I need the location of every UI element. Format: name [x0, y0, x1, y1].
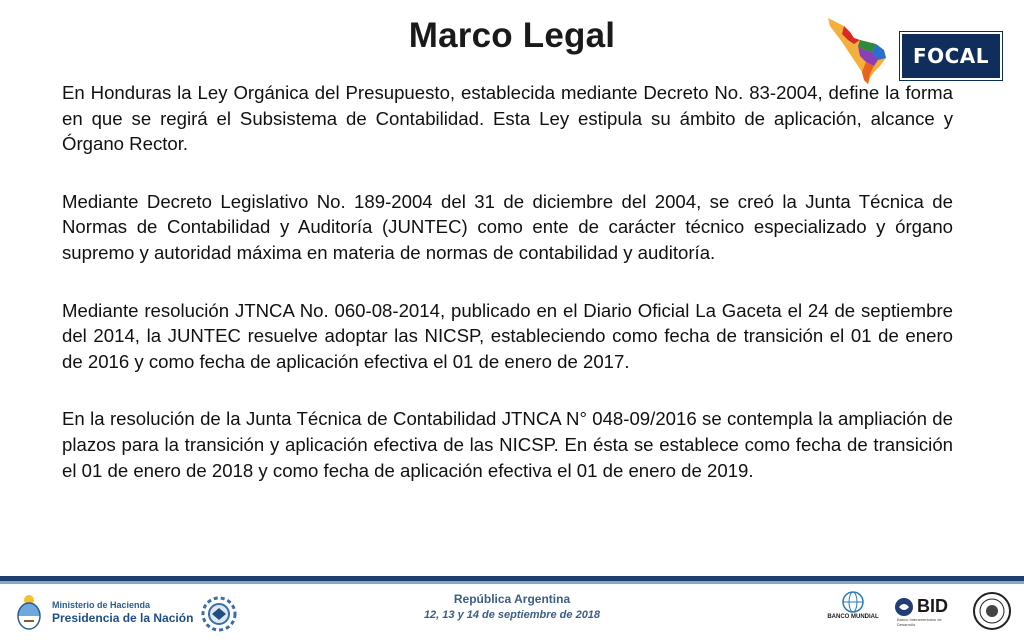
event-country: República Argentina: [453, 592, 571, 606]
gear-emblem-icon: [200, 595, 238, 633]
event-dates: 12, 13 y 14 de septiembre de 2018: [423, 609, 601, 621]
slide-body: [62, 80, 953, 515]
argentina-coat-of-arms-icon: [14, 594, 44, 630]
latin-america-map-icon: [824, 14, 894, 86]
ministry-logo: [14, 594, 193, 630]
paragraph-4: En la resolución de la Junta Técnica de Contabilidad JTNCA N° 048-09/2016 se contempla la ampliación de plazos para la transición y aplicación efectiva de las NICSP. En ésta se establece como fecha de transición el 01 de enero de 2018 y como fecha de aplicación efectiva el 01 de enero de 2019.: [62, 408, 953, 481]
paragraph-2: Mediante Decreto Legislativo No. 189-2004 del 31 de diciembre del 2004, se creó la Junta Técnica de Normas de Contabilidad y Auditoría (JUNTEC) como ente de carácter técnico especializado y órgano supremo y autoridad máxima en materia de normas de contabilidad y auditoría.: [62, 190, 953, 263]
bid-text: BID: [917, 596, 948, 616]
ministry-subtitle: Ministerio de Hacienda: [52, 600, 151, 610]
paragraph-3: Mediante resolución JTNCA No. 060-08-2014, publicado en el Diario Oficial La Gaceta el 24 de septiembre del 2014, la JUNTEC resuelve adoptar las NICSP, estableciendo como fecha de transición el 01 de enero de 2016 y como fecha de aplicación efectiva el 01 de enero de 2017.: [62, 299, 953, 372]
slide-title: Marco Legal: [408, 16, 616, 55]
focal-logo: [900, 32, 1002, 80]
imf-seal-icon: [972, 591, 1012, 631]
focal-logo-text: FOCAL: [912, 44, 990, 68]
bid-subtitle: Banco Interamericano de Desarrollo: [897, 617, 942, 627]
globe-icon: [842, 591, 864, 613]
ministry-name: Presidencia de la Nación: [52, 611, 194, 625]
bid-emblem-icon: [894, 597, 914, 617]
banco-mundial-text: BANCO MUNDIAL: [827, 614, 879, 620]
banco-mundial-logo: [822, 591, 884, 620]
event-info: [392, 592, 632, 621]
paragraph-1: En Honduras la Ley Orgánica del Presupuesto, establecida mediante Decreto No. 83-2004, define la forma en que se regirá el Subsistema de Contabilidad. Esta Ley estipula su ámbito de aplicación, alcance y Órgano Rector.: [62, 82, 953, 155]
bid-logo: [894, 596, 948, 617]
